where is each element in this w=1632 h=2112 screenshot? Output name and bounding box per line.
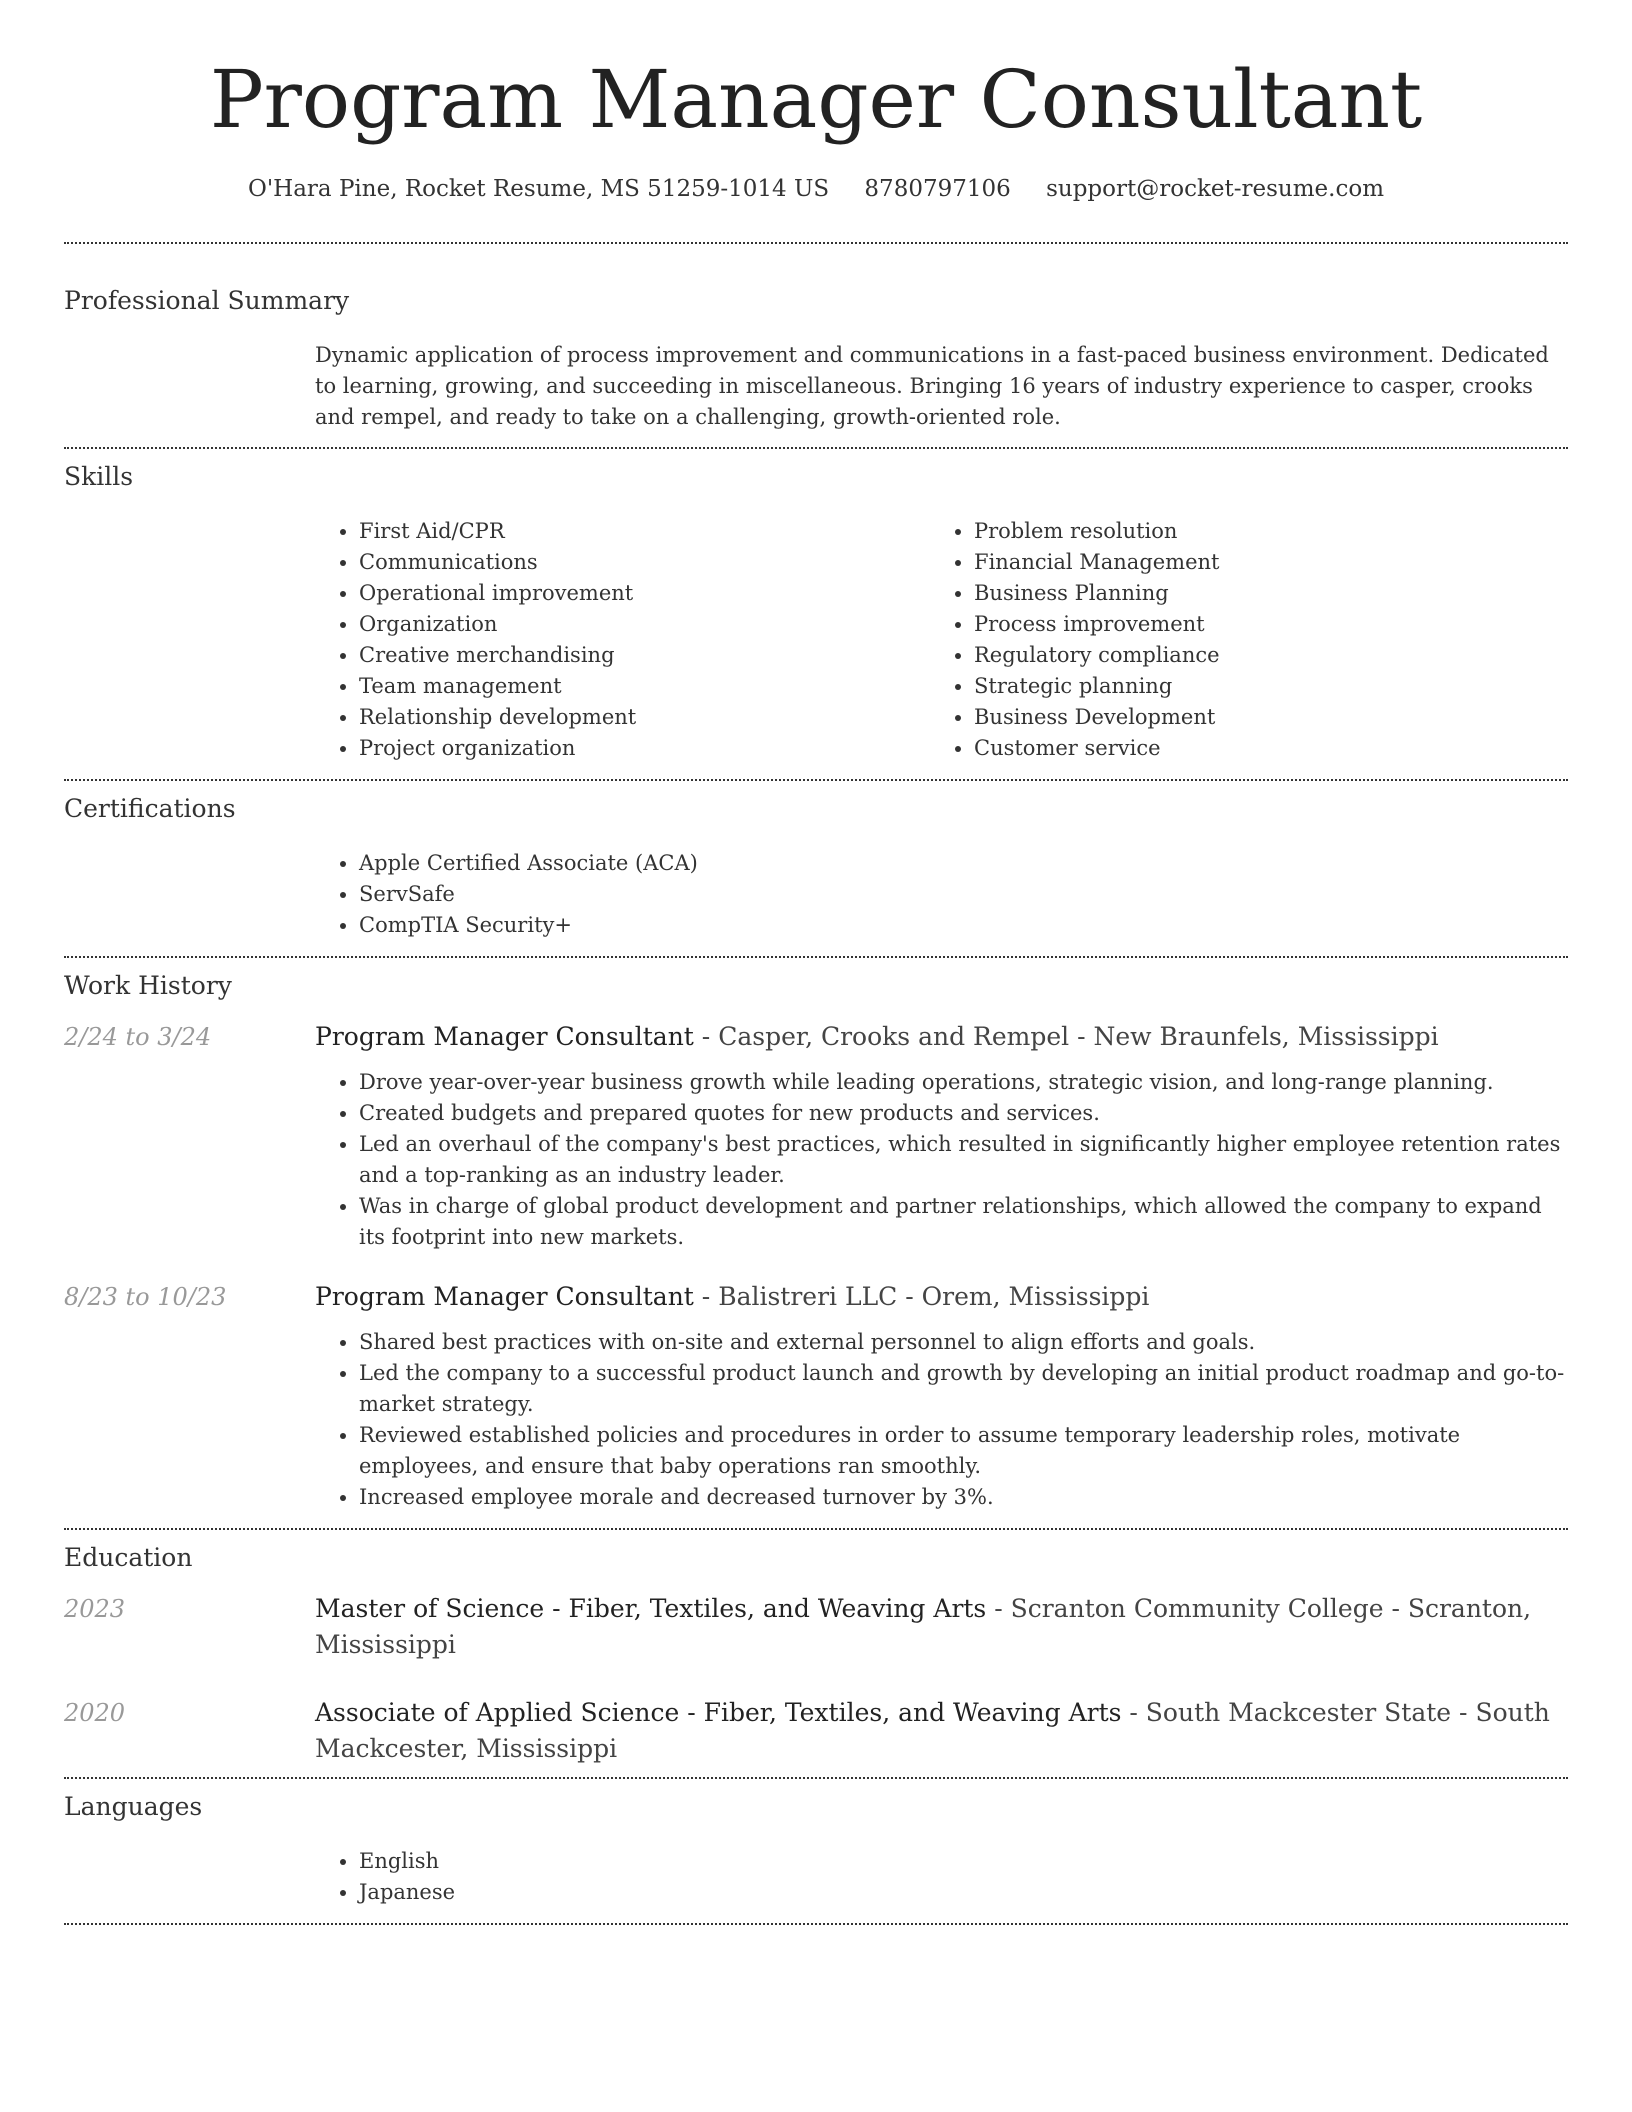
education-title (315, 1695, 1568, 1767)
certification-item: • Apple Certified Associate (ACA) (359, 848, 1568, 879)
contact-line (64, 172, 1568, 206)
work-bullet: • Led an overhaul of the company's best practices, which resulted in significantly higher employee retention rates and a top-ranking as an industry leader. (359, 1129, 1568, 1191)
contact-phone: 8780797106 (864, 176, 1011, 202)
work-date: 2/24 to 3/24 (64, 1023, 212, 1051)
skills-column-right (930, 516, 1545, 764)
work-employer: - Casper, Crooks and Rempel - New Braunfels, Mississippi (693, 1022, 1439, 1051)
work-bullet: • Created budgets and prepared quotes for new products and services. (359, 1098, 1568, 1129)
education-degree: Associate of Applied Science - Fiber, Textiles, and Weaving Arts (315, 1698, 1122, 1727)
skill-item: • Operational improvement (359, 578, 930, 609)
work-title (315, 1019, 1568, 1055)
language-item: • Japanese (359, 1877, 1568, 1908)
skill-item: • Financial Management (974, 547, 1545, 578)
skills-column-left (315, 516, 930, 764)
language-item: • English (359, 1846, 1568, 1877)
skill-item: • Regulatory compliance (974, 640, 1545, 671)
candidate-name: Program Manager Consultant (209, 53, 1423, 146)
education-school: - Scranton Community College - Scranton, Mississippi (315, 1594, 1532, 1659)
skill-item: • Project organization (359, 733, 930, 764)
skill-item: • Problem resolution (974, 516, 1545, 547)
certification-item: • CompTIA Security+ (359, 910, 1568, 941)
section-title: Skills (64, 462, 134, 491)
divider (64, 1923, 1568, 1925)
skill-item: • Relationship development (359, 702, 930, 733)
skill-item: • Communications (359, 547, 930, 578)
section-title: Professional Summary (64, 286, 350, 315)
section-skills (64, 449, 1568, 779)
section-title: Work History (64, 971, 232, 1000)
skill-item: • Strategic planning (974, 671, 1545, 702)
skill-item: • Business Development (974, 702, 1545, 733)
work-bullet: • Reviewed established policies and procedures in order to assume temporary leadership roles, motivate employees, and ensure that baby operations ran smoothly. (359, 1420, 1568, 1482)
skill-item: • Organization (359, 609, 930, 640)
education-degree: Master of Science - Fiber, Textiles, and Weaving Arts (315, 1594, 987, 1623)
work-bullet: • Was in charge of global product development and partner relationships, which allowed the company to expand its footprint into new markets. (359, 1191, 1568, 1253)
work-entry (64, 1019, 1568, 1253)
work-role: Program Manager Consultant (315, 1282, 694, 1311)
education-entry (64, 1695, 1568, 1767)
skill-item: • Business Planning (974, 578, 1545, 609)
work-date: 8/23 to 10/23 (64, 1283, 227, 1311)
skill-item: • First Aid/CPR (359, 516, 930, 547)
education-entry (64, 1591, 1568, 1663)
skill-item: • Process improvement (974, 609, 1545, 640)
section-title: Education (64, 1543, 193, 1572)
certification-item: • ServSafe (359, 879, 1568, 910)
section-languages (64, 1779, 1568, 1923)
skill-item: • Team management (359, 671, 930, 702)
contact-address: O'Hara Pine, Rocket Resume, MS 51259-1014 US (247, 176, 830, 202)
contact-email: support@rocket-resume.com (1046, 176, 1385, 202)
section-title: Languages (64, 1792, 203, 1821)
work-bullet: • Drove year-over-year business growth while leading operations, strategic vision, and long-range planning. (359, 1067, 1568, 1098)
work-bullet: • Increased employee morale and decreased turnover by 3%. (359, 1482, 1568, 1513)
skill-item: • Creative merchandising (359, 640, 930, 671)
skill-item: • Customer service (974, 733, 1545, 764)
education-date: 2020 (64, 1699, 126, 1727)
work-role: Program Manager Consultant (315, 1022, 694, 1051)
section-certifications (64, 781, 1568, 956)
education-title (315, 1591, 1568, 1663)
resume-page (64, 0, 1568, 1925)
work-entry (64, 1279, 1568, 1513)
summary-text: Dynamic application of process improvement and communications in a fast-paced business environment. Dedicated to learning, growing, and succeeding in miscellaneous. Bringing 16 years of industry experience to casper, crooks and rempel, and ready to take on a challenging, growth-oriented role. (315, 343, 1549, 429)
section-education (64, 1530, 1568, 1777)
section-work-history (64, 958, 1568, 1528)
education-school: - South Mackcester State - South Mackcester, Mississippi (315, 1698, 1550, 1763)
work-bullet: • Led the company to a successful product launch and growth by developing an initial product roadmap and go-to-market strategy. (359, 1358, 1568, 1420)
section-professional-summary (64, 244, 1568, 447)
education-date: 2023 (64, 1595, 126, 1623)
work-employer: - Balistreri LLC - Orem, Mississippi (693, 1282, 1150, 1311)
work-title (315, 1279, 1568, 1315)
work-bullet: • Shared best practices with on-site and external personnel to align efforts and goals. (359, 1327, 1568, 1358)
section-title: Certifications (64, 794, 236, 823)
